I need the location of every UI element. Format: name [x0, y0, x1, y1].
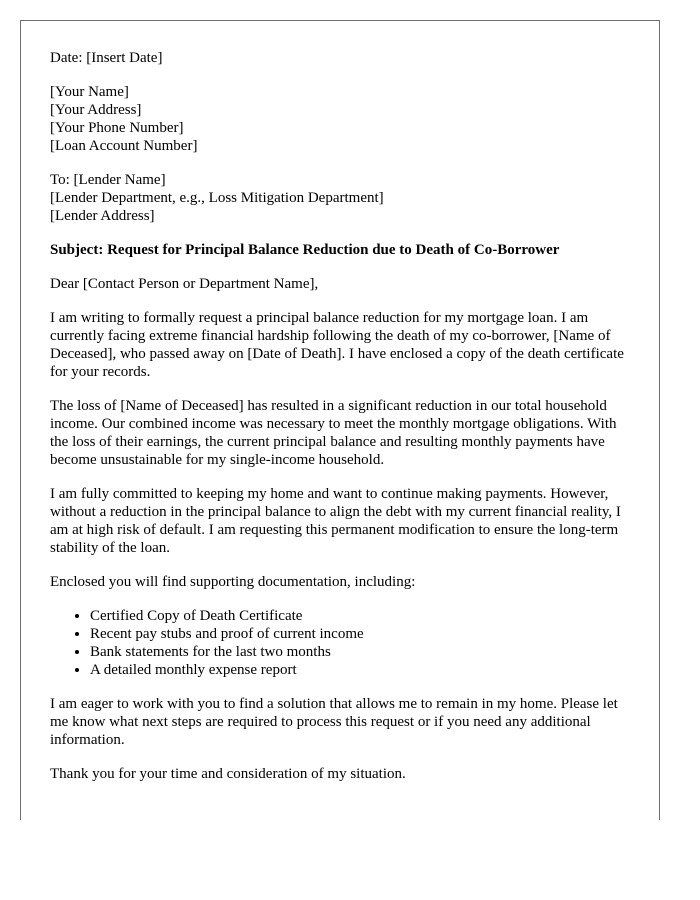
lender-department: [Lender Department, e.g., Loss Mitigation Department] — [50, 190, 384, 206]
body-paragraph-3: I am fully committed to keeping my home and want to continue making payments. However, without a reduction in the principal balance to align the debt with my current financial reality, I am at high risk of default. I am requesting this permanent modification to ensure the long-term stability of the loan. — [50, 486, 621, 556]
loan-account-number: [Loan Account Number] — [50, 138, 198, 154]
lender-name: To: [Lender Name] — [50, 172, 166, 188]
list-item: • Recent pay stubs and proof of current income — [90, 625, 659, 643]
subject-line: Subject: Request for Principal Balance Reduction due to Death of Co-Borrower — [50, 242, 560, 258]
closing-paragraph-2: Thank you for your time and consideration of my situation. — [50, 766, 406, 782]
list-item: • Bank statements for the last two months — [90, 643, 659, 661]
enclosures-intro: Enclosed you will find supporting documentation, including: — [50, 574, 416, 590]
salutation: Dear [Contact Person or Department Name], — [50, 276, 319, 292]
closing-paragraph-1: I am eager to work with you to find a solution that allows me to remain in my home. Please let me know what next steps are required to process this request or if you need any additional information. — [50, 696, 618, 748]
date-line: Date: [Insert Date] — [50, 50, 163, 66]
list-item: • A detailed monthly expense report — [90, 661, 659, 679]
list-item: • Certified Copy of Death Certificate — [90, 607, 659, 625]
body-paragraph-2: The loss of [Name of Deceased] has resulted in a significant reduction in our total household income. Our combined income was necessary to meet the monthly mortgage obligations. With the loss of their earnings, the current principal balance and resulting monthly payments have become unsustainable for my single-income household. — [50, 398, 617, 468]
enclosures-list — [50, 607, 659, 679]
sender-address: [Your Address] — [50, 102, 142, 118]
lender-address: [Lender Address] — [50, 208, 155, 224]
sender-name: [Your Name] — [50, 84, 129, 100]
sender-address-block — [50, 83, 659, 155]
recipient-address-block — [50, 171, 659, 225]
letter-page — [20, 20, 660, 820]
body-paragraph-1: I am writing to formally request a principal balance reduction for my mortgage loan. I am currently facing extreme financial hardship following the death of my co-borrower, [Name of Deceased], who passed away on [Date of Death]. I have enclosed a copy of the death certificate for your records. — [50, 310, 624, 380]
sender-phone: [Your Phone Number] — [50, 120, 184, 136]
